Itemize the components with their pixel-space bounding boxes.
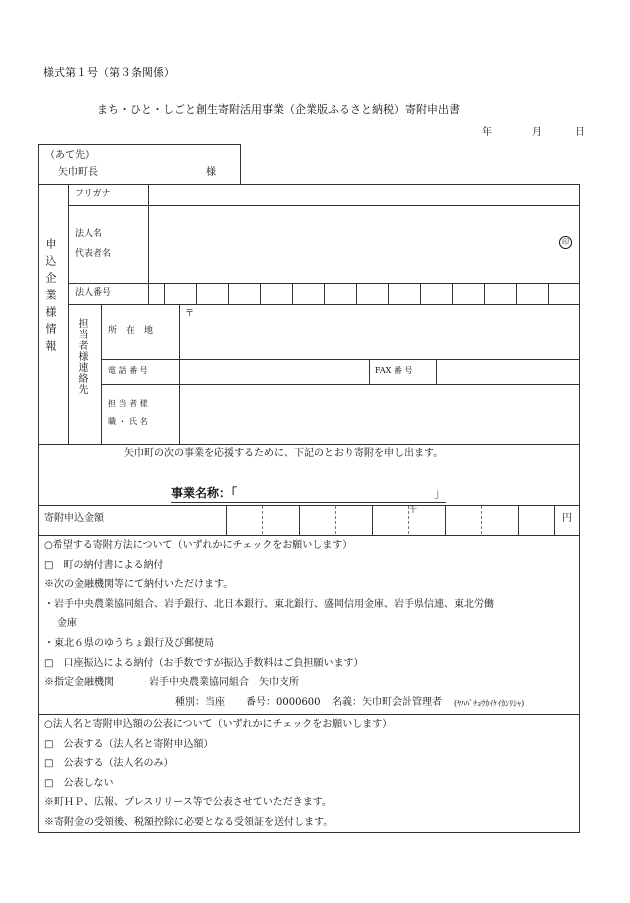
publication-heading: ○法人名と寄附申込額の公表について（いずれかにチェックをお願いします） — [44, 719, 393, 730]
applicant-section-label: 申込企業様情報 — [44, 238, 57, 357]
amount-label: 寄附申込金額 — [44, 513, 104, 524]
fax-input[interactable] — [438, 361, 578, 383]
publication-option-full[interactable]: □ 公表する（法人名と寄附申込額） — [44, 739, 214, 750]
amount-input[interactable] — [228, 507, 552, 533]
date-day: 日 — [575, 127, 585, 138]
footer-note: ※寄附金の受領後、税額控除に必要となる受領証を送付します。 — [44, 817, 334, 828]
payment-option-invoice[interactable]: □ 町の納付書による納付 — [44, 560, 164, 571]
designated-bank-label: ※指定金融機関 — [44, 677, 114, 688]
publication-note: ※町ＨＰ、広報、プレスリリース等で公表させていただきます。 — [44, 797, 332, 808]
corp-name-input[interactable] — [149, 207, 549, 282]
project-intro: 矢巾町の次の事業を応援するために、下記のとおり寄附を申し出ます。 — [124, 448, 444, 459]
address-row-bottom — [101, 359, 580, 360]
contact-label-divider — [179, 304, 180, 444]
project-row-bottom — [38, 505, 580, 506]
amount-col-10 — [554, 505, 555, 535]
corp-name-label: 法人名 — [75, 229, 103, 239]
payment-heading: ○希望する寄附方法について（いずれかにチェックをお願いします） — [44, 540, 353, 551]
date-year: 年 — [482, 127, 492, 138]
account-type: 種別：当座 — [175, 697, 225, 708]
project-name-underline — [171, 502, 446, 503]
address-input[interactable] — [181, 306, 579, 358]
form-number: 様式第１号（第３条関係） — [43, 66, 175, 79]
addressee-label: （あて先） — [45, 150, 95, 161]
project-name-label: 事業名称：「 — [171, 486, 238, 500]
addressee-border-right — [240, 144, 241, 184]
fax-label-left — [369, 359, 370, 384]
rep-name-label: 代表者名 — [75, 249, 112, 259]
payment-option-transfer[interactable]: □ 口座振込による納付（お手数ですが振込手数料はご負担願います） — [44, 658, 364, 669]
thousand-mark: 千 — [409, 505, 417, 514]
person-label-2: 職 ・ 氏 名 — [108, 417, 148, 426]
payment-section-bottom — [38, 714, 580, 715]
account-number: 番号：0000600 — [246, 697, 321, 708]
applicant-section-bottom — [38, 444, 580, 445]
furigana-label: フリガナ — [75, 189, 111, 199]
corp-number-label: 法人番号 — [75, 288, 112, 298]
table-border-bottom — [38, 832, 580, 833]
contact-section-label: 担当者様連絡先 — [76, 318, 87, 395]
postal-mark: 〒 — [185, 309, 195, 319]
amount-col-1 — [226, 505, 227, 535]
phone-input[interactable] — [181, 361, 369, 383]
furigana-input[interactable] — [149, 186, 579, 204]
furigana-row-bottom — [68, 205, 580, 206]
fax-label: FAX 番 号 — [375, 366, 413, 375]
payment-banks-1: ・岩手中央農業協同組合、岩手銀行、北日本銀行、東北銀行、盛岡信用金庫、岩手県信連、東北労働 — [44, 599, 494, 610]
publication-option-name-only[interactable]: □ 公表する（法人名のみ） — [44, 758, 174, 769]
table-border-right — [579, 184, 580, 832]
table-border-left — [38, 144, 39, 832]
project-name-close: 」 — [434, 486, 447, 500]
address-label: 所 在 地 — [108, 326, 154, 336]
corp-number-row-bottom — [68, 304, 580, 305]
date-month: 月 — [532, 127, 542, 138]
person-input[interactable] — [181, 386, 579, 442]
phone-label: 電 話 番 号 — [108, 366, 148, 375]
payment-banks-1-cont: 金庫 — [57, 618, 77, 629]
designated-bank-name: 岩手中央農業協同組合 矢巾支所 — [149, 677, 299, 688]
person-label-1: 担 当 者 様 — [108, 399, 148, 408]
phone-row-bottom — [101, 384, 580, 385]
contact-col-divider — [101, 304, 102, 444]
page-title: まち・ひと・しごと創生寄附活用事業（企業版ふるさと納税）寄附申出書 — [97, 103, 460, 116]
payment-note: ※次の金融機関等にて納付いただけます。 — [44, 579, 234, 590]
addressee-honorific: 様 — [206, 167, 216, 178]
applicant-col-divider — [68, 184, 69, 444]
publication-option-none[interactable]: □ 公表しない — [44, 778, 114, 789]
project-name-input[interactable] — [247, 484, 433, 502]
account-kana: (ﾔﾊﾊﾞﾁｮｳｶｲｹｲｶﾝﾘｼｬ) — [454, 699, 525, 708]
account-name: 名義：矢巾町会計管理者 — [332, 697, 442, 708]
amount-currency: 円 — [562, 513, 572, 524]
addressee-border-top — [38, 144, 240, 145]
payment-banks-2: ・東北６県のゆうちょ銀行及び郵便局 — [44, 638, 214, 649]
applicant-border-top — [38, 184, 580, 185]
amount-row-bottom — [38, 535, 580, 536]
corp-number-input[interactable] — [149, 285, 579, 303]
addressee-name: 矢巾町長 — [58, 167, 98, 178]
seal-mark: 印 — [559, 236, 572, 249]
fax-label-right — [436, 359, 437, 384]
